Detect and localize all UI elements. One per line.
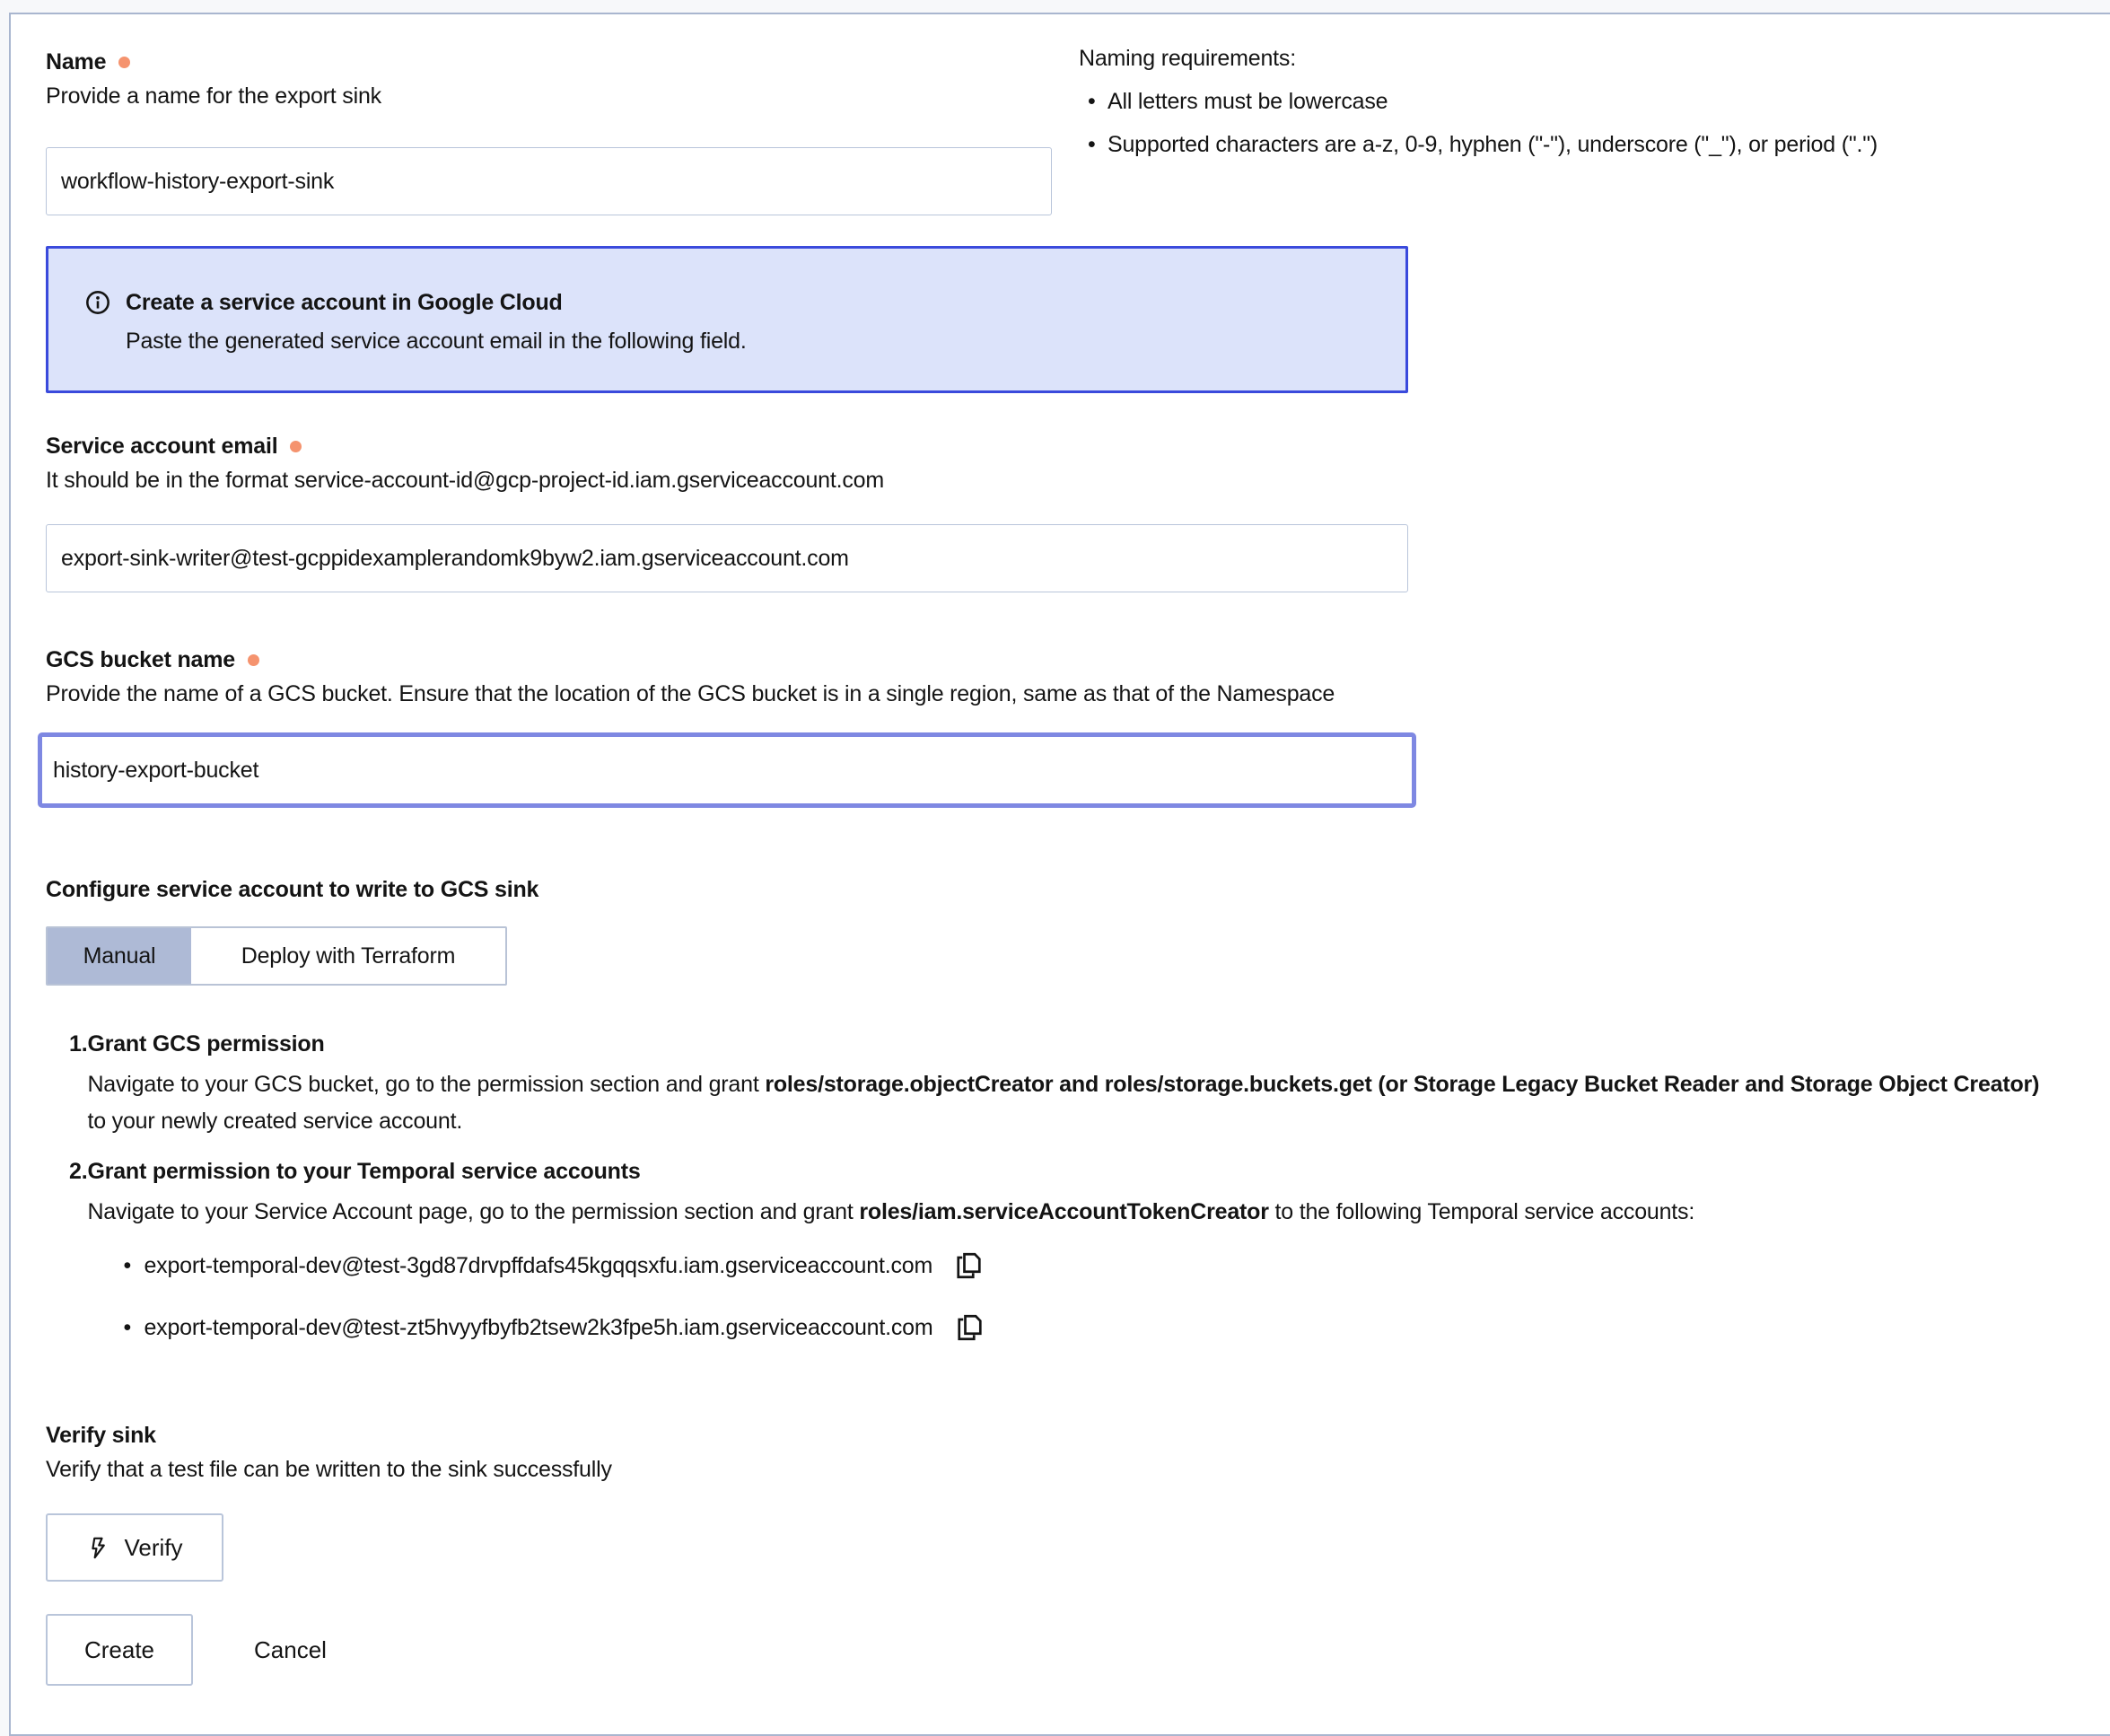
info-banner: [46, 246, 1408, 393]
step-text-bold: roles/storage.objectCreator and roles/storage.buckets.get (or Storage Legacy Bucket Reader and Storage Object Creator): [765, 1072, 2040, 1097]
info-banner-description: Paste the generated service account email in the following field.: [126, 329, 747, 354]
step-grant-gcs-permission: [46, 1027, 2075, 1140]
naming-requirement-item: [1079, 127, 2110, 162]
service-account-email-input[interactable]: [46, 524, 1408, 592]
name-field-label: Name: [46, 49, 107, 75]
service-account-item: [87, 1311, 2053, 1345]
step-text-bold: roles/iam.serviceAccountTokenCreator: [859, 1199, 1269, 1224]
step-number: 1.: [69, 1031, 88, 1057]
step-title: Grant GCS permission: [87, 1031, 325, 1057]
lightning-icon: [86, 1536, 110, 1560]
bullet-icon: •: [123, 1314, 132, 1340]
temporal-service-account-email: export-temporal-dev@test-3gd87drvpffdafs45kgqqsxfu.iam.gserviceaccount.com: [144, 1253, 933, 1278]
tab-manual[interactable]: Manual: [48, 928, 191, 984]
bullet-icon: •: [1088, 89, 1096, 114]
export-sink-form-panel: [9, 13, 2110, 1736]
service-account-item: [87, 1249, 2053, 1283]
configure-section-heading: Configure service account to write to GCS sink: [46, 877, 539, 902]
cancel-button[interactable]: Cancel: [254, 1635, 327, 1663]
name-field-description: Provide a name for the export sink: [46, 83, 381, 109]
gcs-bucket-name-input[interactable]: [38, 732, 1416, 808]
required-dot-icon: [248, 654, 259, 666]
bullet-icon: •: [1088, 132, 1096, 157]
verify-section-description: Verify that a test file can be written to the sink successfully: [46, 1457, 612, 1482]
verify-section-heading: Verify sink: [46, 1423, 156, 1448]
step-text-after: to your newly created service account.: [87, 1109, 463, 1134]
naming-requirement-text: Supported characters are a-z, 0-9, hyphen ("-"), underscore ("_"), or period ("."): [1108, 132, 1878, 157]
name-input[interactable]: [46, 147, 1052, 215]
naming-requirements-title: Naming requirements:: [1079, 46, 1296, 71]
configure-tabs: [46, 926, 507, 986]
info-icon: [85, 290, 110, 315]
verify-button-label: Verify: [124, 1533, 183, 1561]
info-banner-title: Create a service account in Google Cloud: [126, 290, 563, 315]
required-dot-icon: [118, 57, 130, 68]
step-text-before: Navigate to your Service Account page, go to the permission section and grant: [87, 1199, 860, 1224]
step-text: [87, 1066, 2053, 1140]
copy-icon[interactable]: [953, 1311, 985, 1344]
bucket-field-label: GCS bucket name: [46, 647, 235, 672]
naming-requirement-item: [1079, 84, 2110, 118]
naming-requirements: [1079, 41, 2110, 162]
bullet-icon: •: [123, 1252, 132, 1278]
temporal-service-account-email: export-temporal-dev@test-zt5hvyyfbyfb2tsew2k3fpe5h.iam.gserviceaccount.com: [144, 1315, 933, 1340]
copy-icon[interactable]: [952, 1249, 985, 1282]
bucket-field-description: Provide the name of a GCS bucket. Ensure that the location of the GCS bucket is in a single region, same as that of the Namespace: [46, 681, 1335, 706]
naming-requirement-text: All letters must be lowercase: [1108, 89, 1388, 114]
step-number: 2.: [69, 1159, 88, 1184]
tab-deploy-with-terraform[interactable]: Deploy with Terraform: [191, 928, 505, 984]
step-text-before: Navigate to your GCS bucket, go to the permission section and grant: [87, 1072, 766, 1097]
service-account-field-label: Service account email: [46, 434, 278, 459]
required-dot-icon: [290, 441, 302, 452]
step-text: [87, 1194, 2053, 1231]
step-title: Grant permission to your Temporal service accounts: [87, 1159, 641, 1184]
verify-button[interactable]: [46, 1513, 223, 1582]
step-text-after: to the following Temporal service accounts:: [1268, 1199, 1695, 1224]
service-account-field-description: It should be in the format service-account-id@gcp-project-id.iam.gserviceaccount.com: [46, 468, 884, 493]
step-grant-temporal-permission: [46, 1154, 2075, 1345]
create-button[interactable]: Create: [46, 1614, 193, 1686]
